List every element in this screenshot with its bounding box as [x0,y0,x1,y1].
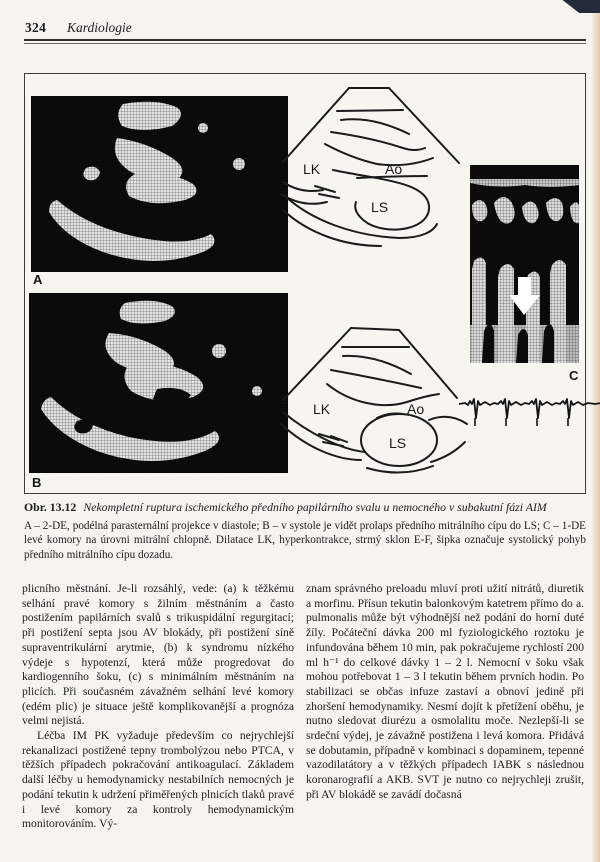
label-ao-bottom: Ao [407,401,425,417]
paragraph-right-1: znam správného preloadu mluví proti užití nitrátů, diuretik a morfinu. Přísun tekutin balonkovým katetrem přímo do a. pulmonalis může být výhodnější než podání do horní duté žíly. Počáteční dávka 200 ml fyziologického roztoku je infundována během 10 min, pak pokračujeme rychlostí 200 ml h⁻¹ do celkové dávky 1 – 2 l. Nemocní v šoku však mohou potřebovat 1 – 3 l tekutin během prvních hodin. Po stabilizaci se občas infuze zastaví a obnoví jedině při zhoršení hemodynamiky. Nesmí dojít k přetížení oběhu, je nutno sledovat diurézu a osmolalitu moče. Nezlepší-li se srdeční výdej, je závažně postižena i levá komora. Přidává se dobutamin, případně v kombinaci s dopaminem, tepenné vazodilatátory a v těžkých případech IABK s následnou koronarografií a AKB. SVT je nutno co nejrychleji zrušit, při AV blokádě se zavádí dočasná [306,582,584,801]
header-rule [24,39,586,44]
caption-description: A – 2-DE, podélná parasternální projekce v diastole; B – v systole je vidět prolaps předního mitrálního cípu do LS; C – 1-DE levé komory na úrovni mitrální chlopně. Dilatace LK, hyperkontrakce, strmý sklon E-F, šipka označuje systolický pohyb předního mitrálního cípu dozadu. [24,520,586,561]
panel-a-label: A [33,272,43,287]
label-ls-bottom: LS [389,435,407,451]
page-edge-shadow [591,0,600,862]
caption-heading [24,500,586,515]
panel-c-label: C [569,368,579,383]
page-number: 324 [25,20,47,35]
body-column-right [306,582,584,803]
figure-box [24,73,586,494]
schematic-diastole [281,86,466,256]
panel-b-label: B [32,475,42,490]
echo-image-b [29,293,288,473]
label-lk-top: LK [303,161,321,177]
label-ls-top: LS [371,199,389,215]
paragraph-left-1: plicního městnání. Je-li rozsáhlý, vede: (a) k těžkému selhání pravé komory s žilním městnáním a často postižením papilárních svalů s trikuspidální regurgitací; při postižení septa jsou AV blokády, při postižení síně supraventrikulární arytmie, (b) k syndromu nízkého výdeje s hypotenzí, která může progredovat do kardiogenního šoku, (c) s minimálním městnáním na plicích. Při současném závažném selhání levé komory (edém plic) je situace ještě komplikovanější a prognóza velmi nejistá. [22,582,294,728]
caption-title: Nekompletní ruptura ischemického předního papilárního svalu u nemocného v subakutní fázi AIM [83,500,547,514]
mmode-image-c [470,165,579,363]
label-ao-top: Ao [385,161,403,177]
label-lk-bottom: LK [313,401,331,417]
ecg-trace [457,380,600,430]
echo-image-a [31,96,288,272]
paragraph-left-2: Léčba IM PK vyžaduje především co nejrychlejší rekanalizaci postižené tepny trombolýzou nebo PTCA, v těžších případech pokračování antikoagulací. Základem další léčby u hemodynamicky nestabilních nemocných je podání tekutin k udržení přiměřených plnicích tlaků pravé i levé komory za kontroly hemodynamickým monitorováním. Vý- [22,729,294,831]
running-title: Kardiologie [67,20,132,35]
caption-number: Obr. 13.12 [24,500,77,514]
schematic-systole [279,322,471,484]
figure-caption [24,500,586,562]
body-column-left [22,582,294,832]
book-corner-mark [548,0,600,13]
